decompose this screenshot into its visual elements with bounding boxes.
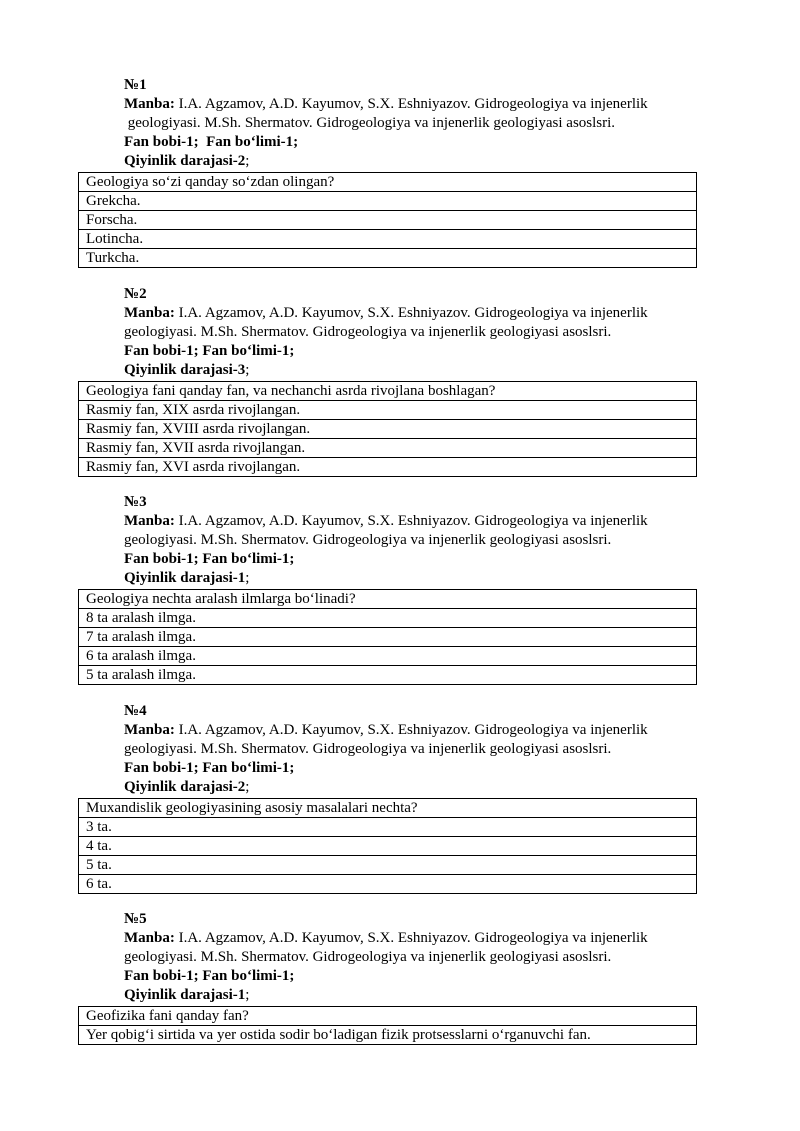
table-row: [79, 420, 697, 439]
answer-option: 8 ta aralash ilmga.: [79, 609, 697, 628]
question-text: Muxandislik geologiyasining asosiy masalalari nechta?: [79, 799, 697, 818]
answer-option: Rasmiy fan, XIX asrda rivojlangan.: [79, 401, 697, 420]
table-row: [79, 230, 697, 249]
source-text: I.A. Agzamov, A.D. Kayumov, S.X. Eshniyazov. Gidrogeologiya va injenerlik: [174, 305, 648, 321]
answer-option: Grekcha.: [79, 192, 697, 211]
question-text: Geofizika fani qanday fan?: [79, 1007, 697, 1026]
difficulty-label: Qiyinlik darajasi-2: [124, 153, 246, 169]
table-row: [79, 647, 697, 666]
answer-option: 6 ta aralash ilmga.: [79, 647, 697, 666]
table-row: [79, 211, 697, 230]
question-table: [78, 798, 697, 894]
section-label: Fan bobi-1; Fan bo‘limi-1;: [124, 343, 295, 359]
question-block-2: [0, 285, 800, 477]
table-row: [79, 401, 697, 420]
table-row: [79, 1026, 697, 1045]
answer-option: Rasmiy fan, XVI asrda rivojlangan.: [79, 458, 697, 477]
question-block-1: [0, 76, 800, 268]
table-row: [79, 458, 697, 477]
table-row: [79, 799, 697, 818]
table-row: [79, 875, 697, 894]
table-row: [79, 666, 697, 685]
source-label: Manba:: [124, 930, 175, 946]
answer-option: Rasmiy fan, XVII asrda rivojlangan.: [79, 439, 697, 458]
table-row: [79, 856, 697, 875]
question-block-4: [0, 702, 800, 894]
table-row: [79, 382, 697, 401]
answer-option: 5 ta aralash ilmga.: [79, 666, 697, 685]
question-text: Geologiya nechta aralash ilmlarga bo‘linadi?: [79, 590, 697, 609]
table-row: [79, 1007, 697, 1026]
source-line: [124, 512, 704, 531]
question-text: Geologiya fani qanday fan, va nechanchi asrda rivojlana boshlagan?: [79, 382, 697, 401]
question-table: [78, 381, 697, 477]
table-row: [79, 173, 697, 192]
question-table: [78, 1006, 697, 1045]
question-number: №2: [124, 286, 147, 302]
table-row: [79, 837, 697, 856]
source-text: I.A. Agzamov, A.D. Kayumov, S.X. Eshniyazov. Gidrogeologiya va injenerlik: [174, 722, 648, 738]
question-meta: [124, 76, 704, 171]
answer-option: Lotincha.: [79, 230, 697, 249]
answer-option: 3 ta.: [79, 818, 697, 837]
question-meta: [124, 910, 704, 1005]
answer-option: Forscha.: [79, 211, 697, 230]
difficulty-suffix: ;: [245, 570, 250, 586]
question-table: [78, 589, 697, 685]
difficulty-label: Qiyinlik darajasi-2: [124, 779, 246, 795]
question-block-5: [0, 910, 800, 1045]
difficulty-suffix: ;: [245, 362, 250, 378]
source-line-2: geologiyasi. M.Sh. Shermatov. Gidrogeologiya va injenerlik geologiyasi asoslsri.: [124, 741, 612, 757]
difficulty-suffix: ;: [245, 779, 250, 795]
question-meta: [124, 702, 704, 797]
question-table: [78, 172, 697, 268]
source-line: [124, 929, 704, 948]
source-label: Manba:: [124, 96, 175, 112]
source-label: Manba:: [124, 305, 175, 321]
table-row: [79, 609, 697, 628]
question-number: №3: [124, 494, 147, 510]
section-label: Fan bobi-1; Fan bo‘limi-1;: [124, 551, 295, 567]
section-label: Fan bobi-1; Fan bo‘limi-1;: [124, 968, 295, 984]
answer-option: Rasmiy fan, XVIII asrda rivojlangan.: [79, 420, 697, 439]
answer-option: 6 ta.: [79, 875, 697, 894]
table-row: [79, 192, 697, 211]
difficulty-label: Qiyinlik darajasi-1: [124, 570, 246, 586]
source-text: I.A. Agzamov, A.D. Kayumov, S.X. Eshniyazov. Gidrogeologiya va injenerlik: [174, 930, 648, 946]
answer-option: 4 ta.: [79, 837, 697, 856]
table-row: [79, 590, 697, 609]
answer-option: 7 ta aralash ilmga.: [79, 628, 697, 647]
answer-option: Turkcha.: [79, 249, 697, 268]
table-row: [79, 439, 697, 458]
answer-option: Yer qobig‘i sirtida va yer ostida sodir bo‘ladigan fizik protsesslarni o‘rganuvchi fan.: [79, 1026, 697, 1045]
difficulty-label: Qiyinlik darajasi-1: [124, 987, 246, 1003]
source-line: [124, 95, 704, 114]
source-line-2: geologiyasi. M.Sh. Shermatov. Gidrogeologiya va injenerlik geologiyasi asoslsri.: [124, 949, 612, 965]
question-block-3: [0, 493, 800, 685]
source-label: Manba:: [124, 722, 175, 738]
answer-option: 5 ta.: [79, 856, 697, 875]
source-line-2: geologiyasi. M.Sh. Shermatov. Gidrogeologiya va injenerlik geologiyasi asoslsri.: [124, 115, 616, 131]
table-row: [79, 249, 697, 268]
question-meta: [124, 285, 704, 380]
question-meta: [124, 493, 704, 588]
difficulty-label: Qiyinlik darajasi-3: [124, 362, 246, 378]
source-line: [124, 304, 704, 323]
source-line-2: geologiyasi. M.Sh. Shermatov. Gidrogeologiya va injenerlik geologiyasi asoslsri.: [124, 324, 612, 340]
source-text: I.A. Agzamov, A.D. Kayumov, S.X. Eshniyazov. Gidrogeologiya va injenerlik: [174, 513, 648, 529]
question-text: Geologiya so‘zi qanday so‘zdan olingan?: [79, 173, 697, 192]
section-label: Fan bobi-1; Fan bo‘limi-1;: [124, 134, 299, 150]
question-number: №4: [124, 703, 147, 719]
question-number: №1: [124, 77, 147, 93]
section-label: Fan bobi-1; Fan bo‘limi-1;: [124, 760, 295, 776]
question-number: №5: [124, 911, 147, 927]
table-row: [79, 818, 697, 837]
difficulty-suffix: ;: [245, 987, 250, 1003]
difficulty-suffix: ;: [245, 153, 250, 169]
table-row: [79, 628, 697, 647]
source-line: [124, 721, 704, 740]
source-text: I.A. Agzamov, A.D. Kayumov, S.X. Eshniyazov. Gidrogeologiya va injenerlik: [174, 96, 648, 112]
source-line-2: geologiyasi. M.Sh. Shermatov. Gidrogeologiya va injenerlik geologiyasi asoslsri.: [124, 532, 612, 548]
source-label: Manba:: [124, 513, 175, 529]
